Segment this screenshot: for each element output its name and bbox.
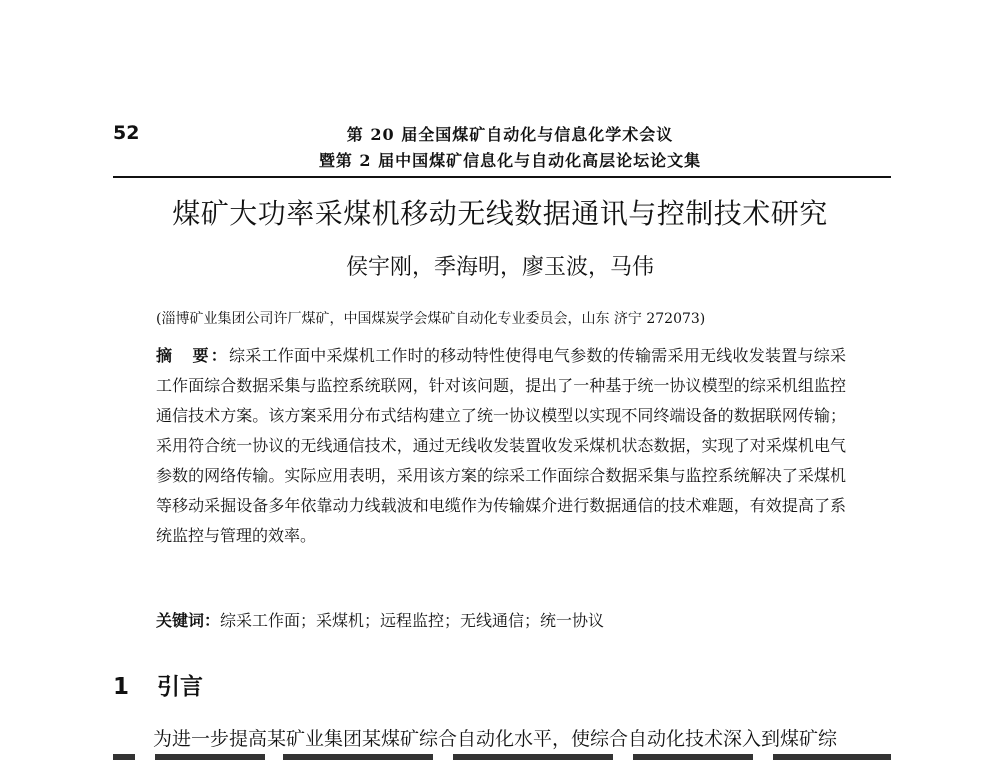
- body-paragraph: 为进一步提高某矿业集团某煤矿综合自动化水平，使综合自动化技术深入到煤矿综: [153, 728, 838, 750]
- page-number: 52: [113, 122, 140, 144]
- abstract-label: 摘 要：: [156, 346, 229, 365]
- conference-header-line2: 暨第 2 届中国煤矿信息化与自动化高层论坛论文集: [318, 151, 702, 170]
- section-heading: [113, 668, 203, 701]
- cut-off-text-line: [113, 754, 893, 760]
- conference-header-line1: 第 20 届全国煤矿自动化与信息化学术会议: [346, 125, 674, 144]
- paper-title: 煤矿大功率采煤机移动无线数据通讯与控制技术研究: [172, 197, 828, 230]
- abstract-text: 综采工作面中采煤机工作时的移动特性使得电气参数的传输需采用无线收发装置与综采工作面综合数据采集与监控系统联网，针对该问题，提出了一种基于统一协议模型的综采机组监控通信技术方案。该方案采用分布式结构建立了统一协议模型以实现不同终端设备的数据联网传输；采用符合统一协议的无线通信技术，通过无线收发装置收发采煤机状态数据，实现了对采煤机电气参数的网络传输。实际应用表明，采用该方案的综采工作面综合数据采集与监控系统解决了采煤机等移动采掘设备多年依靠动力线载波和电缆作为传输媒介进行数据通信的技术难题，有效提高了系统监控与管理的效率。: [156, 346, 846, 545]
- paper-authors: 侯宇刚，季海明，廖玉波，马伟: [345, 255, 654, 280]
- keywords: [156, 608, 604, 631]
- keywords-label: 关键词：: [156, 611, 221, 630]
- section-title: 引言: [157, 674, 203, 700]
- section-number: 1: [113, 674, 130, 700]
- keywords-text: 综采工作面；采煤机；远程监控；无线通信；统一协议: [220, 611, 605, 630]
- paper-affiliation: (淄博矿业集团公司许厂煤矿，中国煤炭学会煤矿自动化专业委员会，山东 济宁 272073): [156, 311, 706, 327]
- abstract: [156, 341, 846, 551]
- header-rule: [113, 176, 891, 178]
